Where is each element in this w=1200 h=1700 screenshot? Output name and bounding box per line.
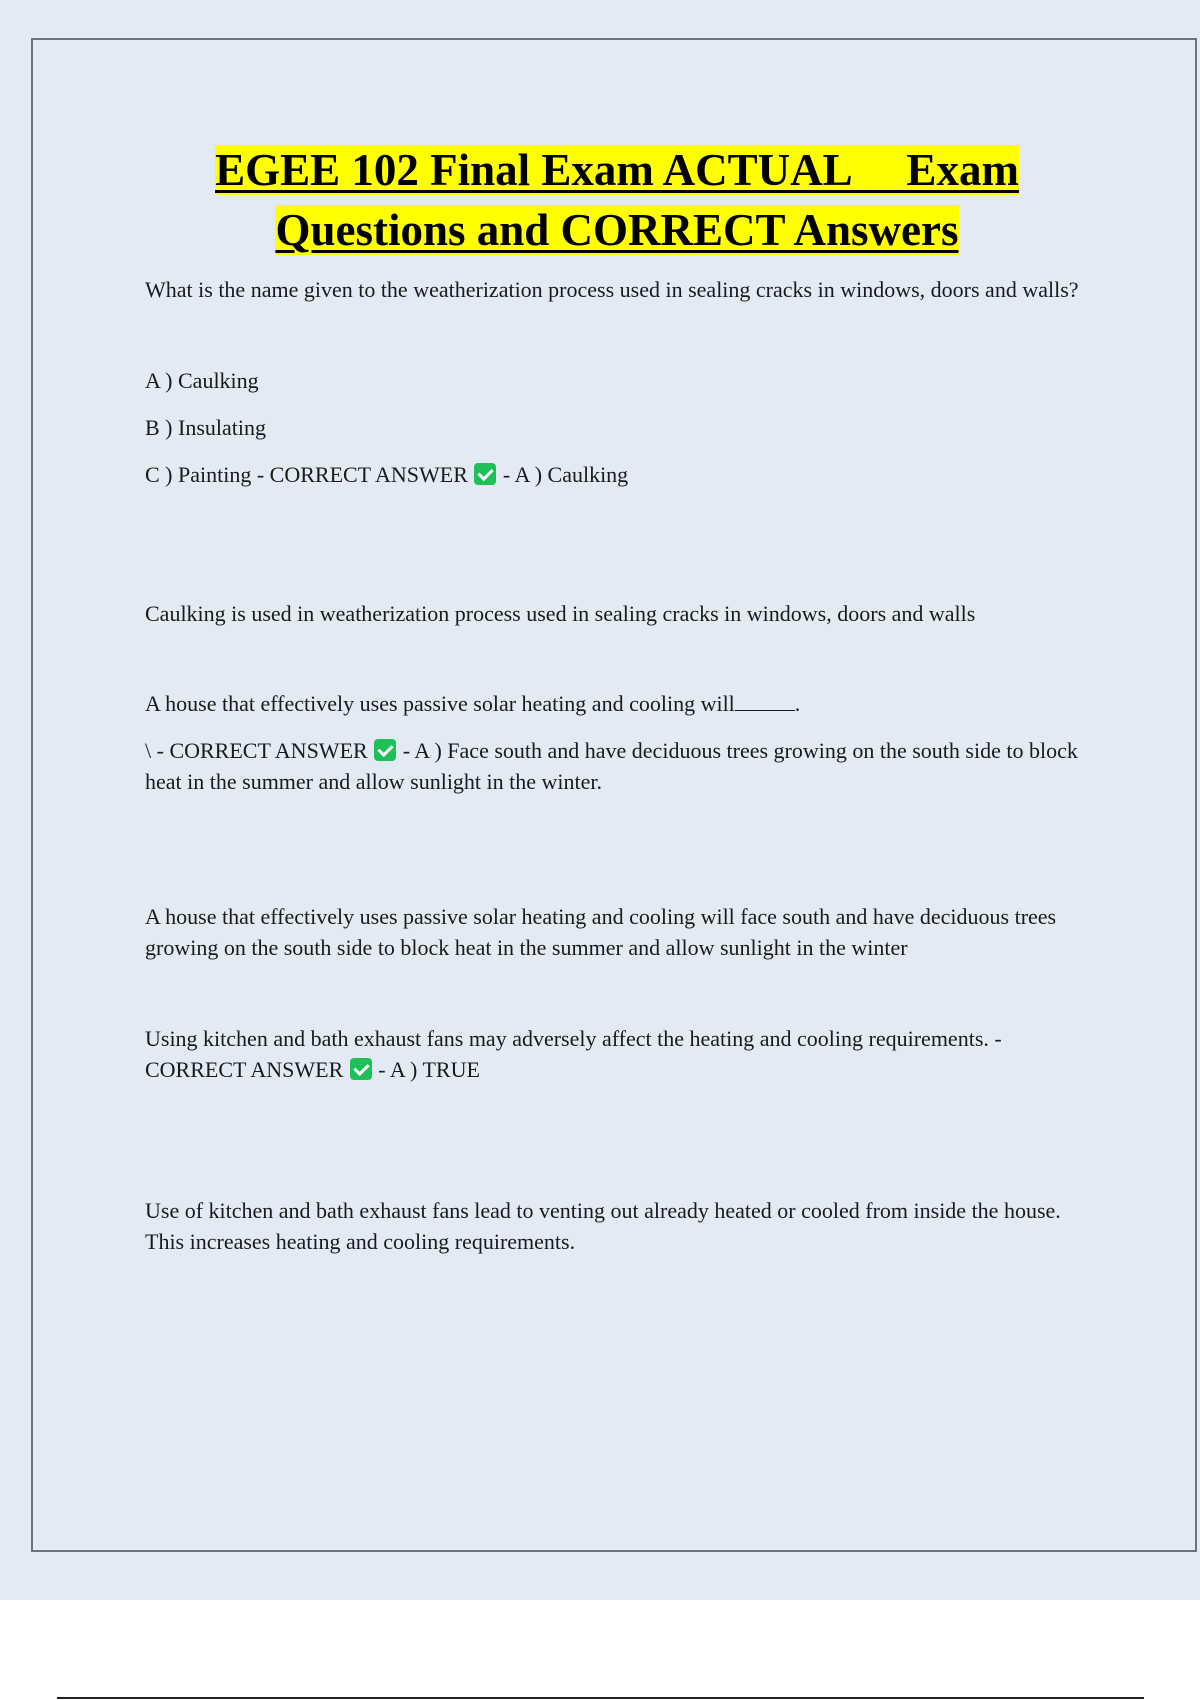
footer-rule bbox=[57, 1697, 1144, 1699]
title-line-2: Questions and CORRECT Answers bbox=[275, 205, 959, 255]
q2-answer-line bbox=[145, 735, 1089, 797]
q2-explanation: A house that effectively uses passive solar heating and cooling will face south and have deciduous trees growing on the south side to block heat in the summer and allow sunlight in the winter bbox=[145, 904, 1057, 960]
answer-blank bbox=[735, 692, 795, 711]
q1-answer: - A ) Caulking bbox=[502, 462, 629, 487]
q2-question-end: . bbox=[794, 691, 801, 716]
q2-question-line bbox=[145, 688, 1089, 719]
q1-question: What is the name given to the weatherization process used in sealing cracks in windows, doors and walls? bbox=[145, 277, 1079, 302]
q1-option-b: B ) Insulating bbox=[145, 415, 266, 440]
document-title bbox=[145, 140, 1089, 260]
q1-option-a: A ) Caulking bbox=[145, 368, 259, 393]
check-box-icon bbox=[474, 463, 496, 485]
check-box-icon bbox=[350, 1058, 372, 1080]
check-box-icon bbox=[374, 739, 396, 761]
q3-answer-line bbox=[145, 1023, 1089, 1085]
q1-option-c: C ) Painting - CORRECT ANSWER bbox=[145, 462, 468, 487]
q2-question: A house that effectively uses passive solar heating and cooling will bbox=[145, 691, 735, 716]
q3-answer: - A ) TRUE bbox=[378, 1057, 480, 1082]
q3-explanation: Use of kitchen and bath exhaust fans lead to venting out already heated or cooled from inside the house. This increases heating and cooling requirements. bbox=[145, 1198, 1061, 1254]
q1-answer-line bbox=[145, 459, 1089, 490]
title-line-1: EGEE 102 Final Exam ACTUAL Exam bbox=[215, 145, 1019, 195]
q2-answer: - A ) Face south and have deciduous trees growing on the south side to block heat in the summer and allow sunlight in the winter. bbox=[145, 738, 1078, 794]
q1-explanation: Caulking is used in weatherization process used in sealing cracks in windows, doors and walls bbox=[145, 601, 976, 626]
q2-answer-prefix: \ - CORRECT ANSWER bbox=[145, 738, 368, 763]
document-content bbox=[145, 140, 1089, 1257]
q3-question: Using kitchen and bath exhaust fans may adversely affect the heating and cooling requirements. - CORRECT ANSWER bbox=[145, 1026, 1002, 1082]
